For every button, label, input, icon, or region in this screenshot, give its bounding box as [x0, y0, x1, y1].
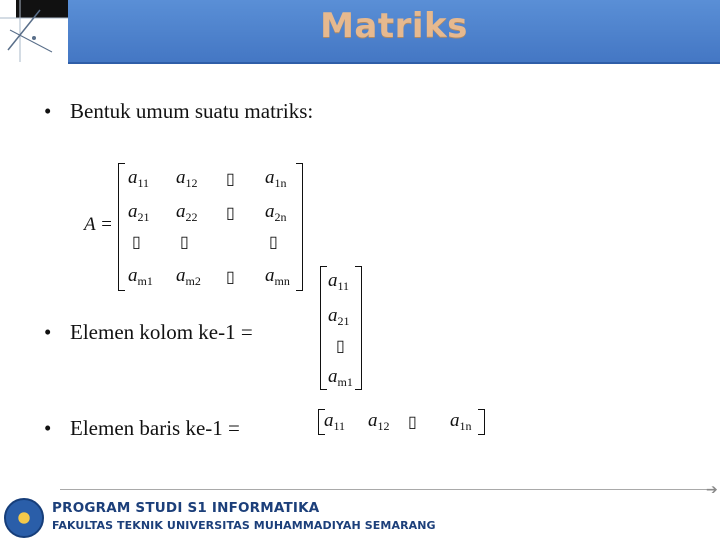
matrix-lhs: A =	[84, 214, 113, 235]
bullet-text: Elemen kolom ke-1 =	[70, 320, 253, 344]
matrix-entry: $a_{2n}$	[265, 201, 287, 224]
bullet-general-form	[44, 99, 313, 124]
header-corner	[0, 0, 68, 62]
bullet-column-element	[44, 320, 253, 345]
footer-faculty: FAKULTAS TEKNIK UNIVERSITAS MUHAMMADIYAH SEMARANG	[52, 519, 436, 532]
row-entry: $a_{12}$	[368, 410, 390, 433]
matrix-entry: $a_{22}$	[176, 201, 198, 224]
column-entry: $a_{21}$	[328, 305, 350, 328]
matrix-entry: $a_{1n}$	[265, 167, 287, 190]
bullet-dot: •	[44, 320, 52, 344]
matrix-left-bracket	[118, 163, 125, 291]
matrix-entry: $a_{11}$	[128, 167, 150, 190]
slide-header	[0, 0, 720, 64]
column-left-bracket	[320, 266, 327, 390]
geometry-decoration-icon	[0, 0, 68, 62]
column-entry: $a_{m1}$	[328, 366, 353, 389]
column-entry: $a_{11}$	[328, 270, 350, 293]
footer-divider	[60, 489, 710, 490]
matrix-entry: ▯	[226, 205, 235, 222]
matrix-entry: $a_{mn}$	[265, 265, 290, 288]
university-logo-icon	[4, 498, 44, 538]
matrix-entry: $a_{12}$	[176, 167, 198, 190]
column-entry: ▯	[336, 338, 345, 355]
matrix-entry: $a_{m1}$	[128, 265, 153, 288]
matrix-entry: ▯	[269, 234, 278, 251]
matrix-entry: $a_{21}$	[128, 201, 150, 224]
row-entry: ▯	[408, 414, 417, 431]
arrow-right-icon: ➔	[706, 482, 718, 498]
bullet-text: Elemen baris ke-1 =	[70, 416, 240, 440]
column-right-bracket	[355, 266, 362, 390]
bullet-dot: •	[44, 99, 52, 123]
bullet-text: Bentuk umum suatu matriks:	[70, 99, 314, 123]
matrix-entry: ▯	[132, 234, 141, 251]
page-title: Matriks	[320, 6, 468, 46]
matrix-entry: ▯	[180, 234, 189, 251]
matrix-right-bracket	[296, 163, 303, 291]
row-entry: $a_{1n}$	[450, 410, 472, 433]
matrix-entry: ▯	[226, 171, 235, 188]
bullet-row-element	[44, 416, 240, 441]
row-entry: $a_{11}$	[324, 410, 346, 433]
bullet-dot: •	[44, 416, 52, 440]
matrix-entry: $a_{m2}$	[176, 265, 201, 288]
footer-program: PROGRAM STUDI S1 INFORMATIKA	[52, 500, 320, 516]
row-right-bracket	[478, 409, 485, 435]
matrix-entry: ▯	[226, 269, 235, 286]
